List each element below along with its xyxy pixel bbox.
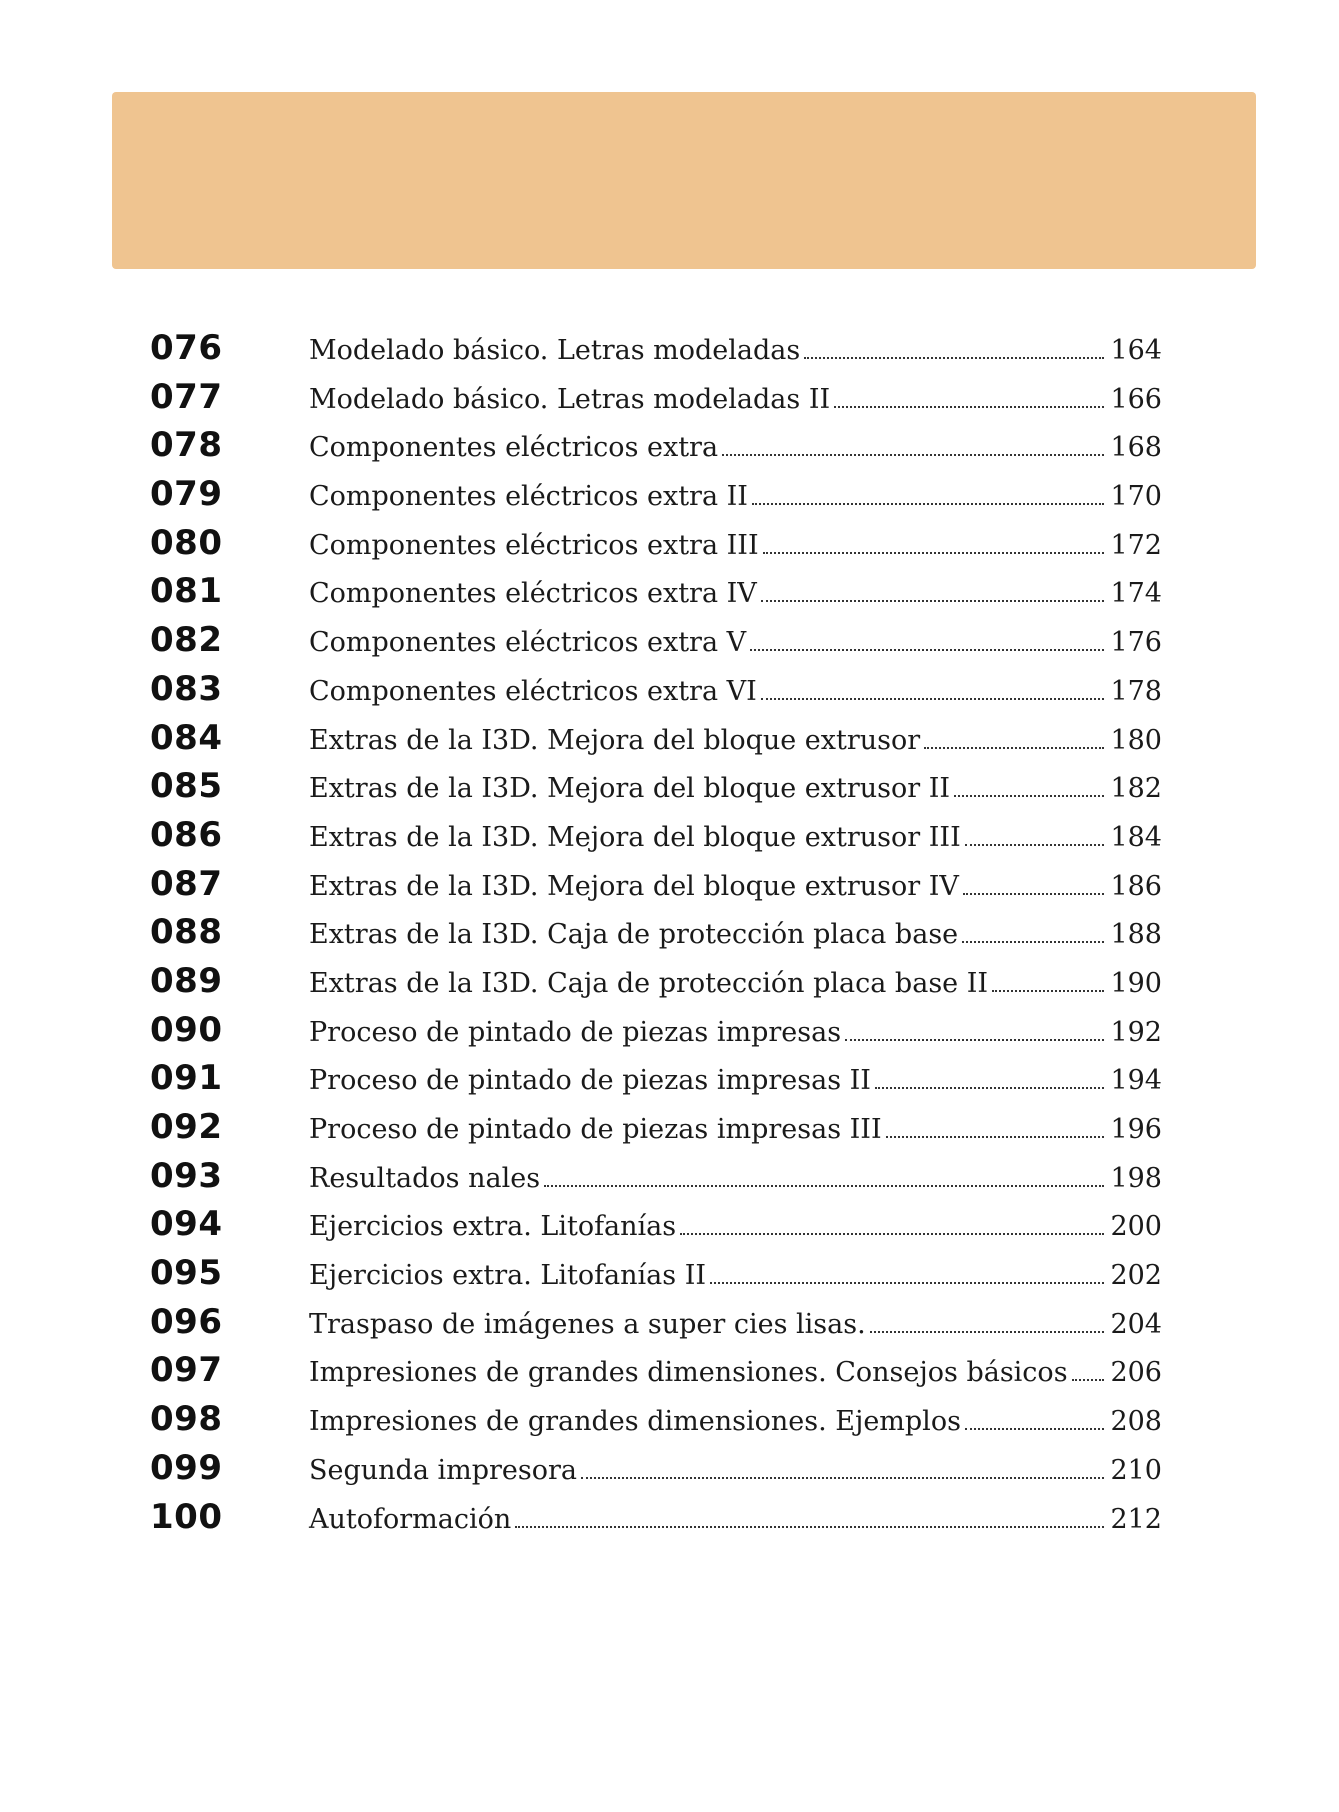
chapter-number: 098 <box>150 1399 223 1440</box>
toc-entry-row[interactable] <box>150 328 1162 377</box>
chapter-number: 084 <box>150 717 223 758</box>
chapter-title: Extras de la I3D. Mejora del bloque extrusor <box>309 724 921 756</box>
chapter-entry <box>309 1504 1162 1535</box>
chapter-title: Resultados nales <box>309 1162 541 1194</box>
chapter-entry <box>309 530 1162 561</box>
chapter-number: 080 <box>150 522 223 563</box>
chapter-title: Proceso de pintado de piezas impresas <box>309 1016 842 1048</box>
chapter-title: Proceso de pintado de piezas impresas II <box>309 1065 871 1097</box>
toc-entry-row[interactable] <box>150 815 1162 864</box>
dot-leader <box>886 1136 1105 1138</box>
chapter-title: Traspaso de imágenes a super cies lisas. <box>309 1308 866 1340</box>
chapter-title: Extras de la I3D. Mejora del bloque extrusor II <box>309 773 951 805</box>
toc-entry-row[interactable] <box>150 523 1162 572</box>
page-number: 182 <box>1110 773 1162 805</box>
dot-leader <box>752 503 1104 505</box>
dot-leader <box>963 893 1105 895</box>
toc-entry-row[interactable] <box>150 1107 1162 1156</box>
chapter-title: Extras de la I3D. Caja de protección placa base II <box>309 967 989 999</box>
chapter-number: 076 <box>150 328 223 368</box>
dot-leader <box>954 795 1104 797</box>
chapter-title: Componentes eléctricos extra IV <box>309 578 757 610</box>
chapter-entry <box>309 676 1162 707</box>
dot-leader <box>875 1087 1104 1089</box>
toc-entry-row[interactable] <box>150 1156 1162 1205</box>
dot-leader <box>924 747 1104 749</box>
chapter-number: 097 <box>150 1350 223 1391</box>
page-number: 180 <box>1110 724 1162 756</box>
chapter-number: 093 <box>150 1155 223 1196</box>
toc-entry-row[interactable] <box>150 1302 1162 1351</box>
chapter-number: 079 <box>150 474 223 515</box>
chapter-title: Componentes eléctricos extra V <box>309 627 747 659</box>
dot-leader <box>965 844 1105 846</box>
page-number: 168 <box>1110 432 1162 464</box>
page-number: 178 <box>1110 675 1162 707</box>
chapter-title: Modelado básico. Letras modeladas II <box>309 383 831 415</box>
toc-entry-row[interactable] <box>150 718 1162 767</box>
chapter-entry <box>309 822 1162 853</box>
chapter-number: 086 <box>150 814 223 855</box>
chapter-entry <box>309 432 1162 463</box>
page-number: 172 <box>1110 529 1162 561</box>
toc-entry-row[interactable] <box>150 669 1162 718</box>
toc-entry-row[interactable] <box>150 571 1162 620</box>
chapter-number: 085 <box>150 766 223 807</box>
dot-leader <box>992 990 1104 992</box>
chapter-number: 094 <box>150 1204 223 1245</box>
page-number: 184 <box>1110 821 1162 853</box>
page-number: 198 <box>1110 1162 1162 1194</box>
page-number: 174 <box>1110 578 1162 610</box>
dot-leader <box>845 1039 1104 1041</box>
page-number: 196 <box>1110 1114 1162 1145</box>
header-band <box>112 92 1256 269</box>
chapter-number: 077 <box>150 376 223 417</box>
toc-entry-row[interactable] <box>150 620 1162 669</box>
chapter-entry <box>309 773 1162 804</box>
dot-leader <box>515 1526 1104 1528</box>
chapter-number: 088 <box>150 912 223 953</box>
chapter-title: Proceso de pintado de piezas impresas III <box>309 1114 882 1145</box>
dot-leader <box>581 1477 1104 1479</box>
page-number: 186 <box>1110 870 1162 902</box>
chapter-number: 082 <box>150 620 223 661</box>
page-number: 176 <box>1110 627 1162 659</box>
page-number: 206 <box>1110 1357 1162 1389</box>
chapter-entry <box>309 1017 1162 1048</box>
page-number: 164 <box>1110 335 1162 366</box>
toc-entry-row[interactable] <box>150 1350 1162 1399</box>
chapter-entry <box>309 1211 1162 1242</box>
toc-entry-row[interactable] <box>150 766 1162 815</box>
page-number: 166 <box>1110 383 1162 415</box>
toc-entry-row[interactable] <box>150 864 1162 913</box>
chapter-title: Extras de la I3D. Caja de protección placa base <box>309 919 959 951</box>
page-number: 200 <box>1110 1211 1162 1243</box>
chapter-title: Autoformación <box>309 1503 512 1535</box>
chapter-title: Componentes eléctricos extra II <box>309 481 748 513</box>
chapter-entry <box>309 1357 1162 1388</box>
dot-leader <box>680 1233 1104 1235</box>
chapter-title: Extras de la I3D. Mejora del bloque extrusor III <box>309 821 961 853</box>
chapter-title: Impresiones de grandes dimensiones. Ejemplos <box>309 1406 961 1438</box>
dot-leader <box>1072 1379 1105 1381</box>
chapter-title: Componentes eléctricos extra VI <box>309 675 757 707</box>
toc-entry-row[interactable] <box>150 1058 1162 1107</box>
chapter-entry <box>309 1114 1162 1145</box>
page-number: 204 <box>1110 1308 1162 1340</box>
chapter-entry <box>309 1455 1162 1486</box>
page-number: 190 <box>1110 967 1162 999</box>
chapter-number: 091 <box>150 1058 223 1099</box>
chapter-number: 096 <box>150 1301 223 1342</box>
dot-leader <box>761 698 1105 700</box>
chapter-number: 100 <box>150 1496 223 1537</box>
table-of-contents <box>150 328 1162 1545</box>
page-number: 194 <box>1110 1065 1162 1097</box>
chapter-title: Ejercicios extra. Litofanías <box>309 1211 677 1243</box>
toc-entry-row[interactable] <box>150 1253 1162 1302</box>
page-number: 208 <box>1110 1406 1162 1438</box>
toc-entry-row[interactable] <box>150 1010 1162 1059</box>
page-number: 210 <box>1110 1454 1162 1486</box>
chapter-title: Ejercicios extra. Litofanías II <box>309 1260 707 1292</box>
chapter-title: Impresiones de grandes dimensiones. Consejos básicos <box>309 1357 1068 1389</box>
chapter-number: 089 <box>150 960 223 1001</box>
chapter-number: 092 <box>150 1107 223 1147</box>
page-number: 188 <box>1110 919 1162 951</box>
chapter-entry <box>309 481 1162 512</box>
chapter-title: Modelado básico. Letras modeladas <box>309 335 801 366</box>
dot-leader <box>870 1331 1105 1333</box>
toc-entry-row[interactable] <box>150 1448 1162 1497</box>
dot-leader <box>965 1428 1105 1430</box>
dot-leader <box>761 600 1105 602</box>
page-number: 170 <box>1110 481 1162 513</box>
chapter-number: 090 <box>150 1009 223 1050</box>
chapter-number: 078 <box>150 425 223 466</box>
chapter-entry <box>309 1065 1162 1096</box>
chapter-number: 099 <box>150 1447 223 1488</box>
toc-entry-row[interactable] <box>150 1204 1162 1253</box>
chapter-entry <box>309 1309 1162 1340</box>
chapter-number: 081 <box>150 571 223 612</box>
chapter-entry <box>309 627 1162 658</box>
dot-leader <box>763 552 1105 554</box>
dot-leader <box>544 1185 1104 1187</box>
page-number: 192 <box>1110 1016 1162 1048</box>
chapter-entry <box>309 919 1162 950</box>
chapter-entry <box>309 384 1162 415</box>
toc-entry-row[interactable] <box>150 474 1162 523</box>
dot-leader <box>962 941 1104 943</box>
toc-entry-row[interactable] <box>150 377 1162 426</box>
page-number: 212 <box>1110 1503 1162 1535</box>
chapter-entry <box>309 335 1162 366</box>
chapter-title: Componentes eléctricos extra III <box>309 529 759 561</box>
chapter-entry <box>309 578 1162 609</box>
toc-entry-row[interactable] <box>150 961 1162 1010</box>
chapter-entry <box>309 1260 1162 1291</box>
chapter-number: 087 <box>150 863 223 904</box>
chapter-number: 083 <box>150 668 223 709</box>
chapter-number: 095 <box>150 1253 223 1294</box>
dot-leader <box>804 357 1104 359</box>
chapter-title: Segunda impresora <box>309 1454 578 1486</box>
chapter-entry <box>309 968 1162 999</box>
chapter-entry <box>309 871 1162 902</box>
dot-leader <box>710 1282 1104 1284</box>
toc-entry-row[interactable] <box>150 1399 1162 1448</box>
chapter-title: Extras de la I3D. Mejora del bloque extrusor IV <box>309 870 959 902</box>
toc-entry-row[interactable] <box>150 425 1162 474</box>
dot-leader <box>750 649 1104 651</box>
toc-entry-row[interactable] <box>150 912 1162 961</box>
page-number: 202 <box>1110 1260 1162 1292</box>
dot-leader <box>834 406 1104 408</box>
chapter-title: Componentes eléctricos extra <box>309 432 719 464</box>
dot-leader <box>722 454 1104 456</box>
chapter-entry <box>309 725 1162 756</box>
chapter-entry <box>309 1406 1162 1437</box>
chapter-entry <box>309 1163 1162 1194</box>
toc-entry-row[interactable] <box>150 1497 1162 1546</box>
